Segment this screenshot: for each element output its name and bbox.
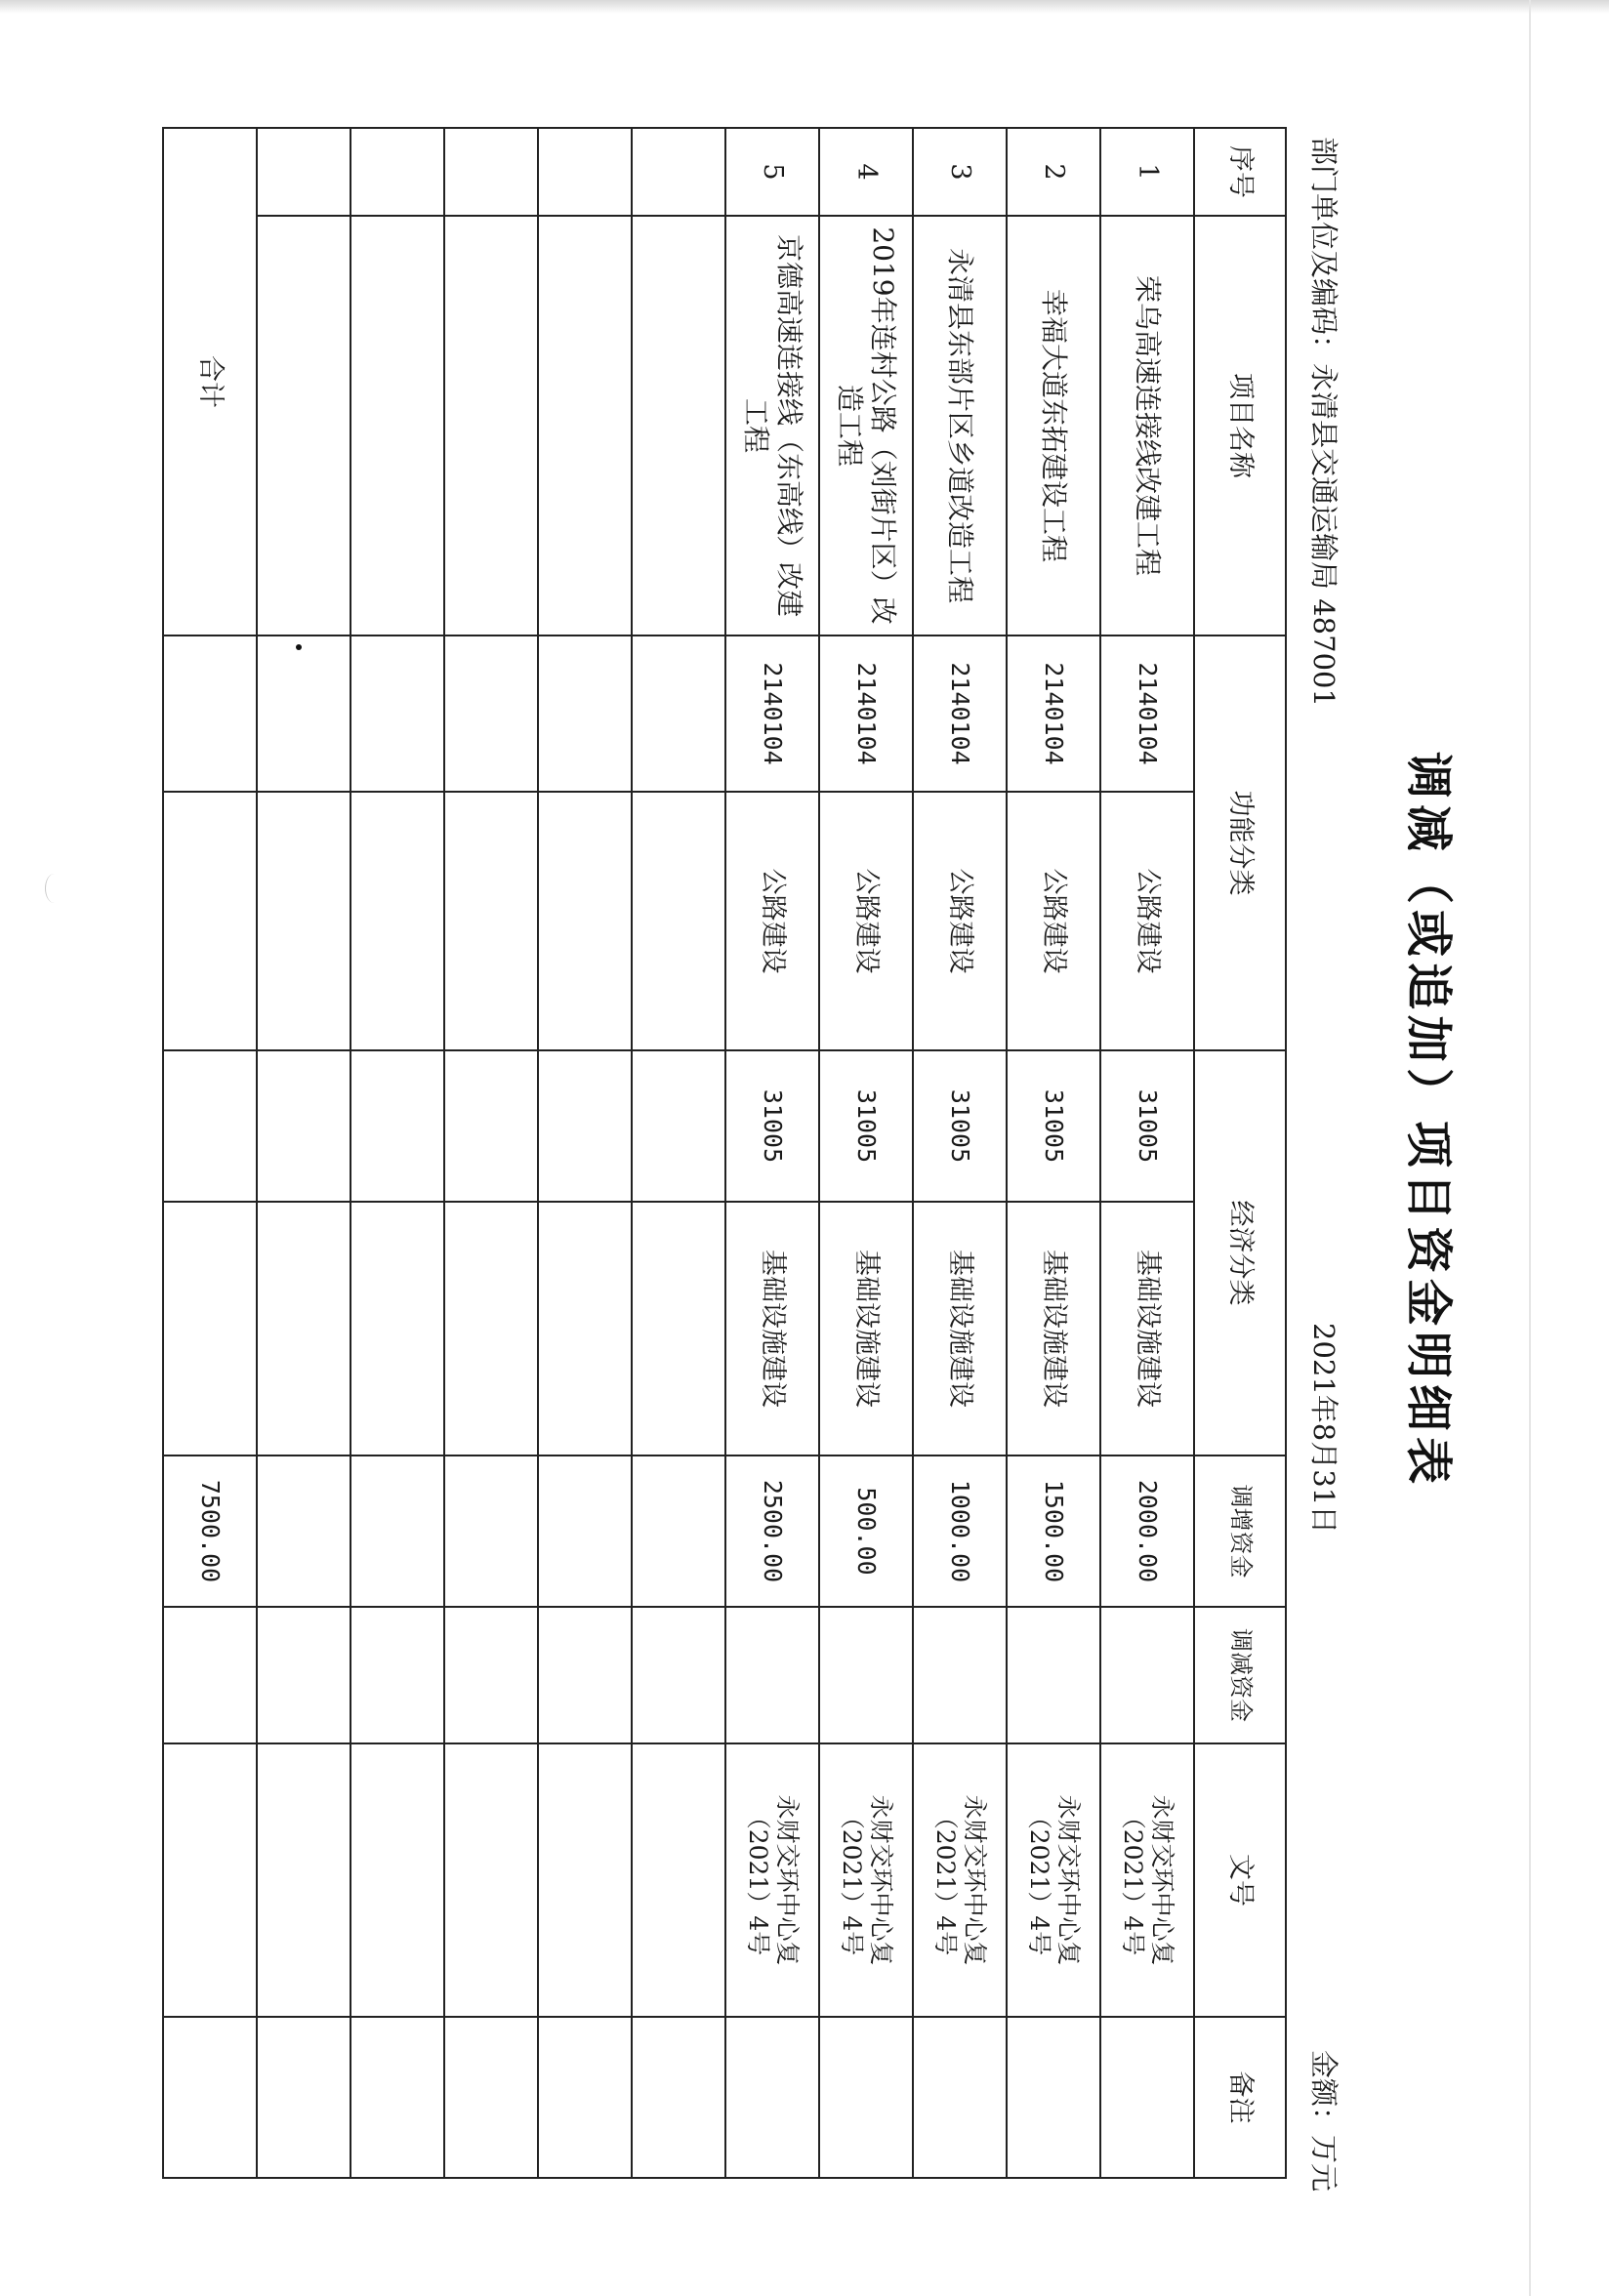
cell-decrease xyxy=(913,1607,1007,1743)
header-remark: 备注 xyxy=(1194,2017,1286,2178)
empty-cell xyxy=(538,1743,632,2017)
table-row-empty xyxy=(351,128,444,2178)
empty-cell xyxy=(538,128,632,216)
empty-cell xyxy=(632,128,725,216)
empty-cell xyxy=(163,636,257,792)
empty-cell xyxy=(538,216,632,636)
cell-remark xyxy=(1007,2017,1100,2178)
empty-cell xyxy=(257,128,351,216)
cell-doc-no: 永财交环中心复（2021）4号 xyxy=(1007,1743,1100,2017)
empty-cell xyxy=(351,2017,444,2178)
header-function-class: 功能分类 xyxy=(1194,636,1286,1050)
cell-econ-name: 基础设施建设 xyxy=(1100,1202,1194,1456)
empty-cell xyxy=(257,1607,351,1743)
cell-remark xyxy=(725,2017,819,2178)
empty-cell xyxy=(351,1743,444,2017)
cell-seq: 4 xyxy=(819,128,913,216)
empty-cell xyxy=(632,1743,725,2017)
cell-econ-code: 31005 xyxy=(819,1050,913,1202)
empty-cell xyxy=(538,636,632,792)
fund-detail-table xyxy=(162,127,1287,2179)
cell-project-name: 京德高速连接线（东高线）改建工程 xyxy=(725,216,819,636)
empty-cell xyxy=(257,636,351,792)
empty-cell xyxy=(257,2017,351,2178)
header-economic-class: 经济分类 xyxy=(1194,1050,1286,1456)
cell-decrease xyxy=(1007,1607,1100,1743)
table-row xyxy=(1007,128,1100,2178)
cell-econ-name: 基础设施建设 xyxy=(1007,1202,1100,1456)
cell-econ-code: 31005 xyxy=(725,1050,819,1202)
empty-cell xyxy=(163,2017,257,2178)
cell-decrease xyxy=(725,1607,819,1743)
table-row-empty xyxy=(538,128,632,2178)
empty-cell xyxy=(632,1607,725,1743)
empty-cell xyxy=(444,2017,538,2178)
table-header-row xyxy=(1194,128,1286,2178)
table-row xyxy=(725,128,819,2178)
empty-cell xyxy=(444,216,538,636)
empty-cell xyxy=(632,2017,725,2178)
empty-cell xyxy=(257,1050,351,1202)
empty-cell xyxy=(163,1743,257,2017)
header-increase: 调增资金 xyxy=(1194,1456,1286,1607)
empty-cell xyxy=(538,1202,632,1456)
table-row xyxy=(819,128,913,2178)
empty-cell xyxy=(632,1456,725,1607)
cell-econ-code: 31005 xyxy=(1100,1050,1194,1202)
table-total-row xyxy=(163,128,257,2178)
table-row-empty xyxy=(444,128,538,2178)
cell-doc-no: 永财交环中心复（2021）4号 xyxy=(913,1743,1007,2017)
header-doc-no: 文号 xyxy=(1194,1743,1286,2017)
cell-increase: 1500.00 xyxy=(1007,1456,1100,1607)
empty-cell xyxy=(351,216,444,636)
document-title: 调减（或追加）项目资金明细表 xyxy=(1401,752,1456,1491)
cell-remark xyxy=(913,2017,1007,2178)
cell-doc-no: 永财交环中心复（2021）4号 xyxy=(1100,1743,1194,2017)
empty-cell xyxy=(538,1050,632,1202)
cell-seq: 3 xyxy=(913,128,1007,216)
table-row-empty xyxy=(632,128,725,2178)
cell-func-code: 2140104 xyxy=(913,636,1007,792)
empty-cell xyxy=(257,216,351,636)
empty-cell xyxy=(632,1202,725,1456)
cell-remark xyxy=(1100,2017,1194,2178)
cell-increase: 500.00 xyxy=(819,1456,913,1607)
empty-cell xyxy=(538,1607,632,1743)
header-project-name: 项目名称 xyxy=(1194,216,1286,636)
total-increase: 7500.00 xyxy=(163,1456,257,1607)
cell-doc-no: 永财交环中心复（2021）4号 xyxy=(725,1743,819,2017)
empty-cell xyxy=(257,1743,351,2017)
total-decrease xyxy=(163,1607,257,1743)
empty-cell xyxy=(632,1050,725,1202)
cell-func-code: 2140104 xyxy=(725,636,819,792)
cell-doc-no: 永财交环中心复（2021）4号 xyxy=(819,1743,913,2017)
empty-cell xyxy=(444,128,538,216)
cell-func-code: 2140104 xyxy=(819,636,913,792)
cell-increase: 2500.00 xyxy=(725,1456,819,1607)
empty-cell xyxy=(351,1202,444,1456)
cell-decrease xyxy=(1100,1607,1194,1743)
cell-remark xyxy=(819,2017,913,2178)
empty-cell xyxy=(257,1456,351,1607)
cell-increase: 1000.00 xyxy=(913,1456,1007,1607)
cell-seq: 1 xyxy=(1100,128,1194,216)
empty-cell xyxy=(632,216,725,636)
department-code: 部门单位及编码：永清县交通运输局 487001 xyxy=(1307,137,1341,707)
cell-project-name: 幸福大道东拓建设工程 xyxy=(1007,216,1100,636)
cell-econ-code: 31005 xyxy=(1007,1050,1100,1202)
empty-cell xyxy=(444,1456,538,1607)
empty-cell xyxy=(163,792,257,1050)
table-row xyxy=(913,128,1007,2178)
empty-cell xyxy=(351,1607,444,1743)
document-date: 2021年8月31日 xyxy=(1307,1323,1341,1535)
cell-econ-code: 31005 xyxy=(913,1050,1007,1202)
empty-cell xyxy=(632,636,725,792)
cell-decrease xyxy=(819,1607,913,1743)
empty-cell xyxy=(351,1456,444,1607)
empty-cell xyxy=(444,1743,538,2017)
cell-func-name: 公路建设 xyxy=(1100,792,1194,1050)
cell-func-name: 公路建设 xyxy=(913,792,1007,1050)
empty-cell xyxy=(257,1202,351,1456)
table-row-empty xyxy=(257,128,351,2178)
empty-cell xyxy=(444,1202,538,1456)
cell-func-code: 2140104 xyxy=(1100,636,1194,792)
empty-cell xyxy=(444,792,538,1050)
empty-cell xyxy=(163,1050,257,1202)
amount-unit: 金额：万元 xyxy=(1307,2050,1341,2193)
empty-cell xyxy=(538,2017,632,2178)
header-seq: 序号 xyxy=(1194,128,1286,216)
cell-econ-name: 基础设施建设 xyxy=(819,1202,913,1456)
empty-cell xyxy=(163,1202,257,1456)
empty-cell xyxy=(632,792,725,1050)
cell-seq: 5 xyxy=(725,128,819,216)
header-decrease: 调减资金 xyxy=(1194,1607,1286,1743)
empty-cell xyxy=(351,1050,444,1202)
empty-cell xyxy=(444,1050,538,1202)
cell-econ-name: 基础设施建设 xyxy=(913,1202,1007,1456)
empty-cell xyxy=(444,636,538,792)
cell-project-name: 永清县东部片区乡道改造工程 xyxy=(913,216,1007,636)
cell-seq: 2 xyxy=(1007,128,1100,216)
cell-project-name: 2019年连村公路（刘街片区）改造工程 xyxy=(819,216,913,636)
empty-cell xyxy=(538,792,632,1050)
empty-cell xyxy=(538,1456,632,1607)
cell-func-name: 公路建设 xyxy=(819,792,913,1050)
cell-econ-name: 基础设施建设 xyxy=(725,1202,819,1456)
table-row xyxy=(1100,128,1194,2178)
cell-func-code: 2140104 xyxy=(1007,636,1100,792)
empty-cell xyxy=(257,792,351,1050)
empty-cell xyxy=(351,792,444,1050)
cell-func-name: 公路建设 xyxy=(725,792,819,1050)
total-label: 合计 xyxy=(163,128,257,636)
empty-cell xyxy=(351,128,444,216)
empty-cell xyxy=(444,1607,538,1743)
cell-project-name: 荣乌高速连接线改建工程 xyxy=(1100,216,1194,636)
empty-cell xyxy=(351,636,444,792)
cell-increase: 2000.00 xyxy=(1100,1456,1194,1607)
cell-func-name: 公路建设 xyxy=(1007,792,1100,1050)
